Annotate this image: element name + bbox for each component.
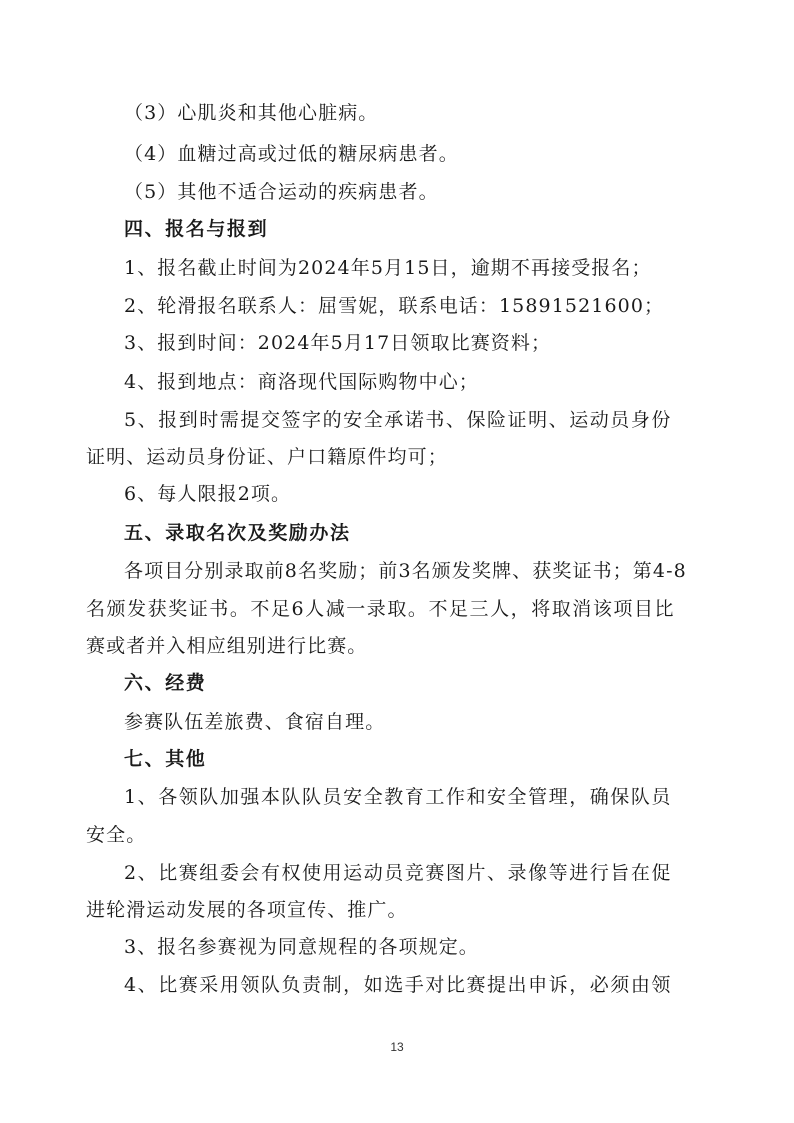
list-item: （4）血糖过高或过低的糖尿病患者。 <box>124 143 459 165</box>
list-item: 2、比赛组委会有权使用运动员竞赛图片、录像等进行旨在促 <box>124 862 672 884</box>
list-item-continuation: 证明、运动员身份证、户口籍原件均可； <box>86 446 448 468</box>
list-item: 4、比赛采用领队负责制，如选手对比赛提出申诉，必须由领 <box>124 974 672 996</box>
list-item: 1、各领队加强本队队员安全教育工作和安全管理，确保队员 <box>124 786 672 808</box>
list-item: 4、报到地点：商洛现代国际购物中心； <box>124 371 479 393</box>
page-number: 13 <box>390 1040 404 1054</box>
paragraph-line: 各项目分别录取前8名奖励；前3名颁发奖牌、获奖证书；第4-8 <box>124 560 687 582</box>
list-item: 3、报名参赛视为同意规程的各项规定。 <box>124 936 479 958</box>
list-item: 5、报到时需提交签字的安全承诺书、保险证明、运动员身份 <box>124 409 672 431</box>
list-item: 1、报名截止时间为2024年5月15日，逾期不再接受报名； <box>124 257 652 279</box>
paragraph-line: 赛或者并入相应组别进行比赛。 <box>86 635 368 657</box>
section-heading: 四、报名与报到 <box>124 218 269 240</box>
section-heading: 七、其他 <box>124 748 207 770</box>
section-heading: 六、经费 <box>124 672 207 694</box>
list-item-continuation: 进轮滑运动发展的各项宣传、推广。 <box>86 899 408 921</box>
list-item: 2、轮滑报名联系人：屈雪妮，联系电话：15891521600； <box>124 295 665 317</box>
paragraph-line: 名颁发获奖证书。不足6人减一录取。不足三人，将取消该项目比 <box>86 598 676 620</box>
paragraph-line: 参赛队伍差旅费、食宿自理。 <box>124 711 386 733</box>
list-item: （3）心肌炎和其他心脏病。 <box>124 102 379 124</box>
section-heading: 五、录取名次及奖励办法 <box>124 522 351 544</box>
list-item-continuation: 安全。 <box>86 824 147 846</box>
list-item: 3、报到时间：2024年5月17日领取比赛资料； <box>124 332 552 354</box>
list-item: 6、每人限报2项。 <box>124 483 292 505</box>
list-item: （5）其他不适合运动的疾病患者。 <box>124 181 439 203</box>
